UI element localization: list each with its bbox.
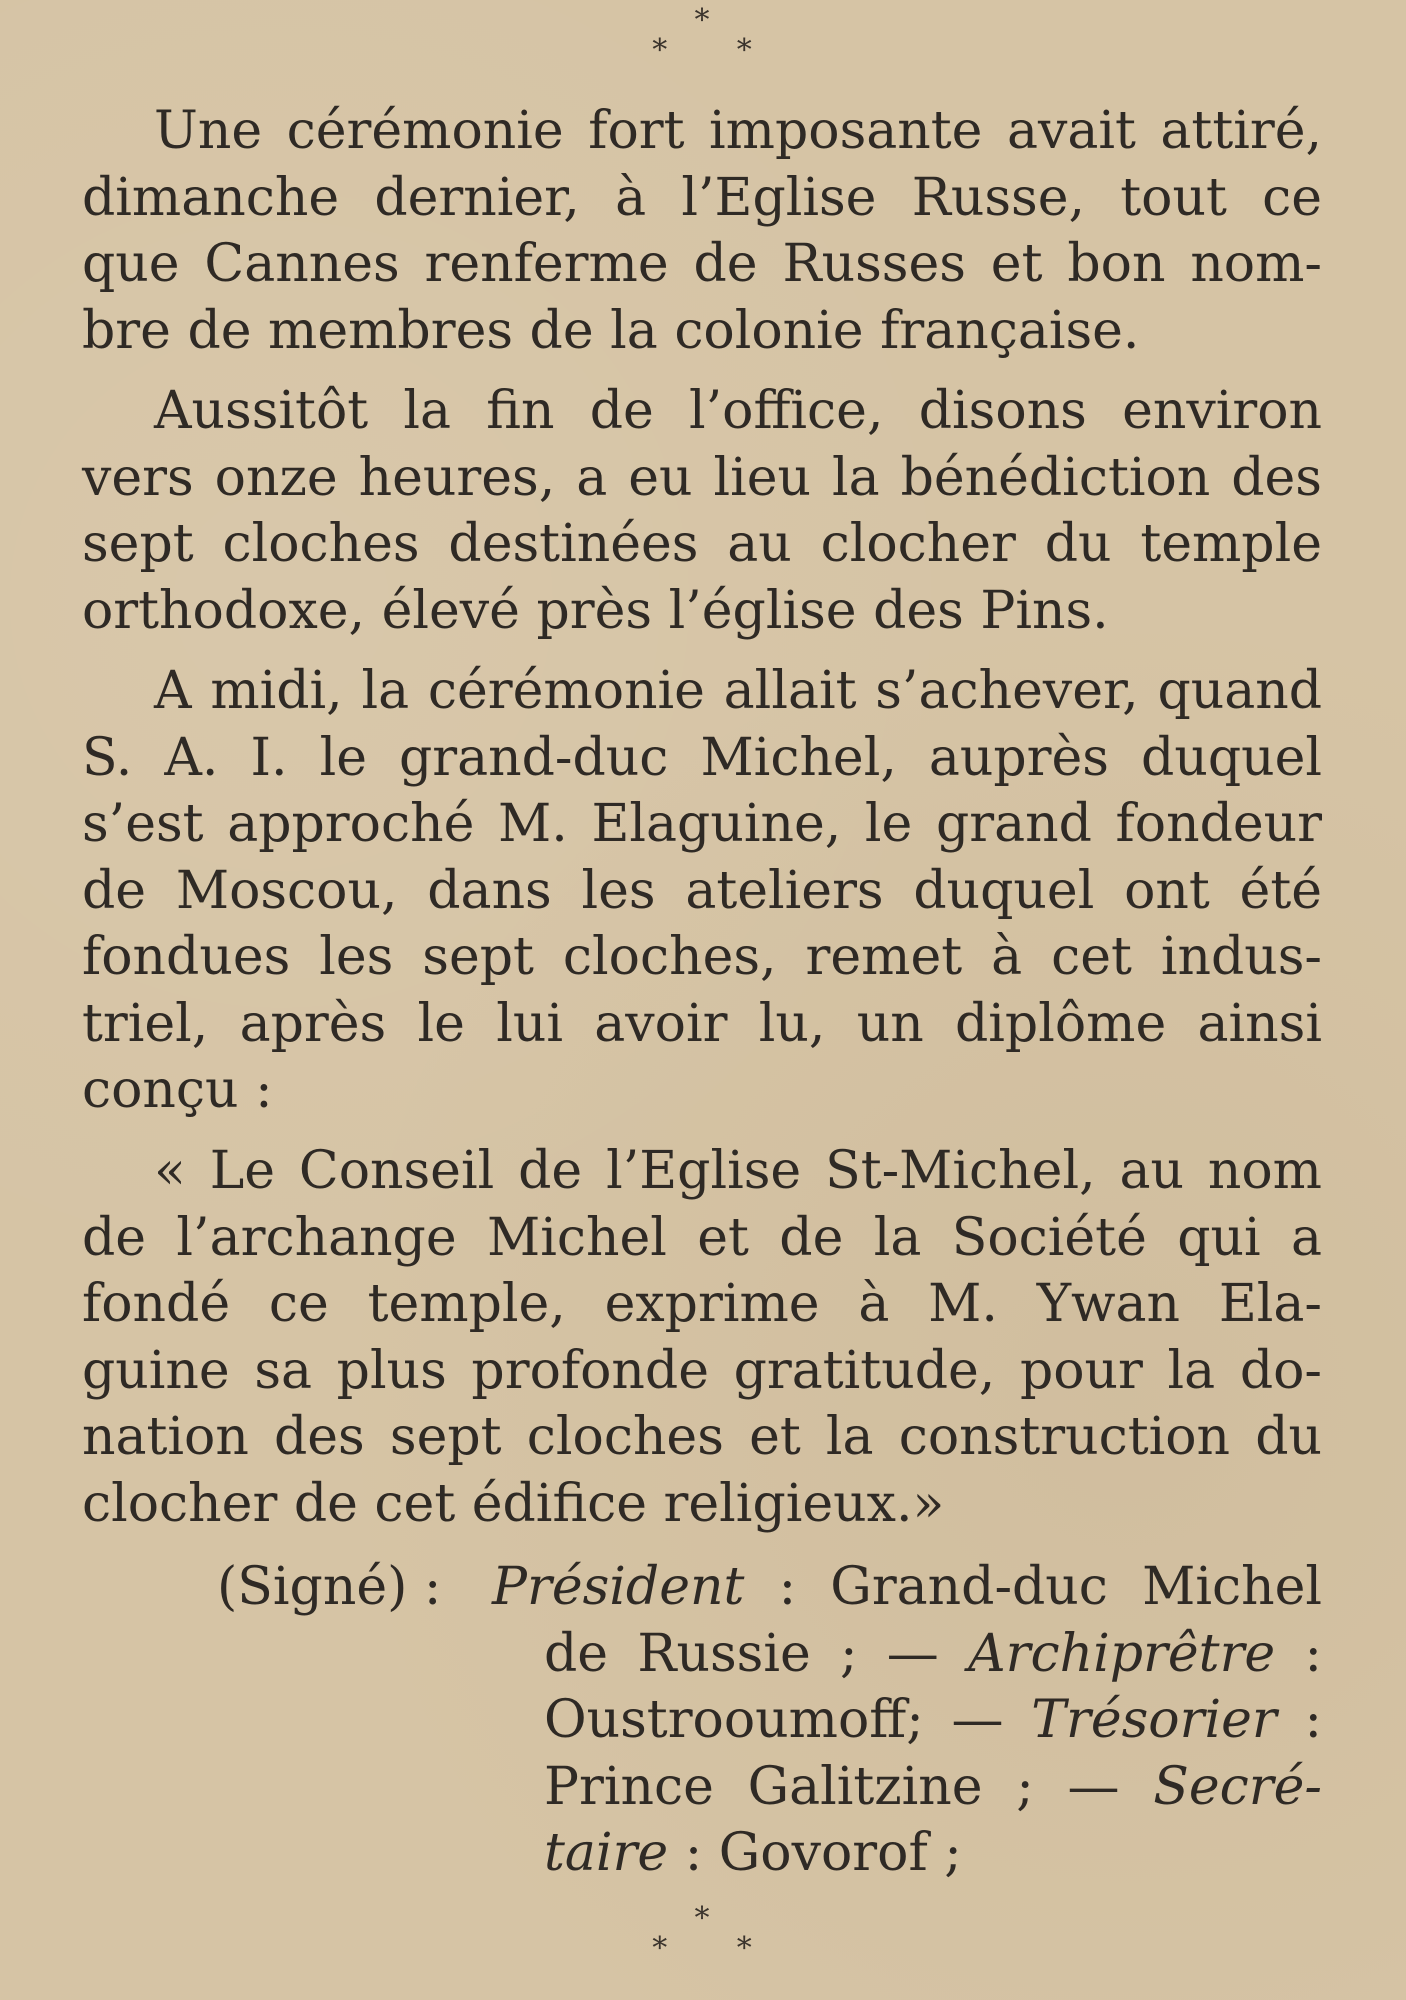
signature-line-3 <box>82 1687 1322 1754</box>
secretary-title-part2: taire <box>544 1823 669 1883</box>
signature-archpriest <box>544 1621 1322 1688</box>
signature-line-4 <box>82 1754 1322 1821</box>
text-line: bre de membres de la colonie française. <box>82 300 1140 361</box>
text-line: Une cérémonie fort imposante avait attiré, <box>154 101 1322 161</box>
text-line: S. A. I. le grand-duc Michel, auprès duquel <box>82 727 1322 788</box>
text-line: fondues les sept cloches, remet à cet indus- <box>82 927 1322 987</box>
secretary-name: : Govorof ; <box>684 1823 962 1883</box>
text-line: conçu : <box>82 1060 273 1120</box>
text-line: « Le Conseil de l’Eglise St-Michel, au nom <box>154 1141 1322 1201</box>
asterism-bottom <box>82 1901 1322 1966</box>
signature-block <box>82 1554 1322 1887</box>
signature-label: (Signé) : <box>217 1557 442 1617</box>
signature-secretary <box>544 1754 1322 1821</box>
treasurer-colon: : <box>1304 1690 1323 1750</box>
asterism-top-row1: * <box>694 3 710 38</box>
signature-treasurer <box>544 1687 1322 1754</box>
treasurer-title: Trésorier <box>1031 1690 1277 1750</box>
secretary-prefix: Prince Galitzine ; — <box>544 1756 1120 1817</box>
signature-line-5 <box>82 1820 1322 1887</box>
signature-secretary-name <box>544 1820 1322 1887</box>
text-line: A midi, la cérémonie allait s’achever, quand <box>154 661 1322 721</box>
text-line: dimanche dernier, à l’Eglise Russe, tout ce <box>82 167 1322 228</box>
text-line: s’est approché M. Elaguine, le grand fondeur <box>82 794 1322 854</box>
paragraph-3 <box>82 658 1322 1124</box>
text-line: fondé ce temple, exprime à M. Ywan Ela- <box>82 1274 1322 1334</box>
asterism-bottom-row2: * * <box>652 1931 782 1966</box>
text-line: de Moscou, dans les ateliers duquel ont été <box>82 860 1322 921</box>
paragraph-2 <box>82 378 1322 644</box>
asterism-top-row2: * * <box>652 33 782 68</box>
president-name: : Grand-duc Michel <box>778 1557 1322 1617</box>
president-title: Président <box>492 1557 745 1617</box>
text-line: de l’archange Michel et de la Société qui a <box>82 1207 1322 1268</box>
signature-line-1 <box>82 1554 1322 1621</box>
secretary-title-part1: Secré- <box>1153 1756 1323 1817</box>
text-line: triel, après le lui avoir lu, un diplôme ainsi <box>82 993 1322 1054</box>
archpriest-prefix: de Russie ; — <box>544 1623 939 1684</box>
text-line: que Cannes renferme de Russes et bon nom- <box>82 234 1322 294</box>
signature-president <box>492 1554 1322 1621</box>
text-line: clocher de cet édifice religieux.» <box>82 1473 945 1534</box>
text-line: guine sa plus profonde gratitude, pour la do- <box>82 1340 1322 1401</box>
text-line: vers onze heures, a eu lieu la bénédiction des <box>82 447 1322 508</box>
text-line: nation des sept cloches et la construction du <box>82 1407 1322 1467</box>
text-line: sept cloches destinées au clocher du temple <box>82 514 1322 574</box>
text-line: orthodoxe, élevé près l’église des Pins. <box>82 580 1109 641</box>
archpriest-colon: : <box>1304 1623 1323 1684</box>
signature-line-2 <box>82 1621 1322 1688</box>
asterism-bottom-row1: * <box>694 1901 710 1936</box>
asterism-top <box>82 3 1322 68</box>
archpriest-title: Archiprêtre <box>968 1623 1276 1684</box>
document-page <box>82 0 1322 2000</box>
paragraph-1 <box>82 98 1322 364</box>
paragraph-4-quote <box>82 1138 1322 1537</box>
text-line: Aussitôt la fin de l’office, disons environ <box>154 381 1322 441</box>
treasurer-prefix: Oustrooumoff; — <box>544 1690 1004 1750</box>
